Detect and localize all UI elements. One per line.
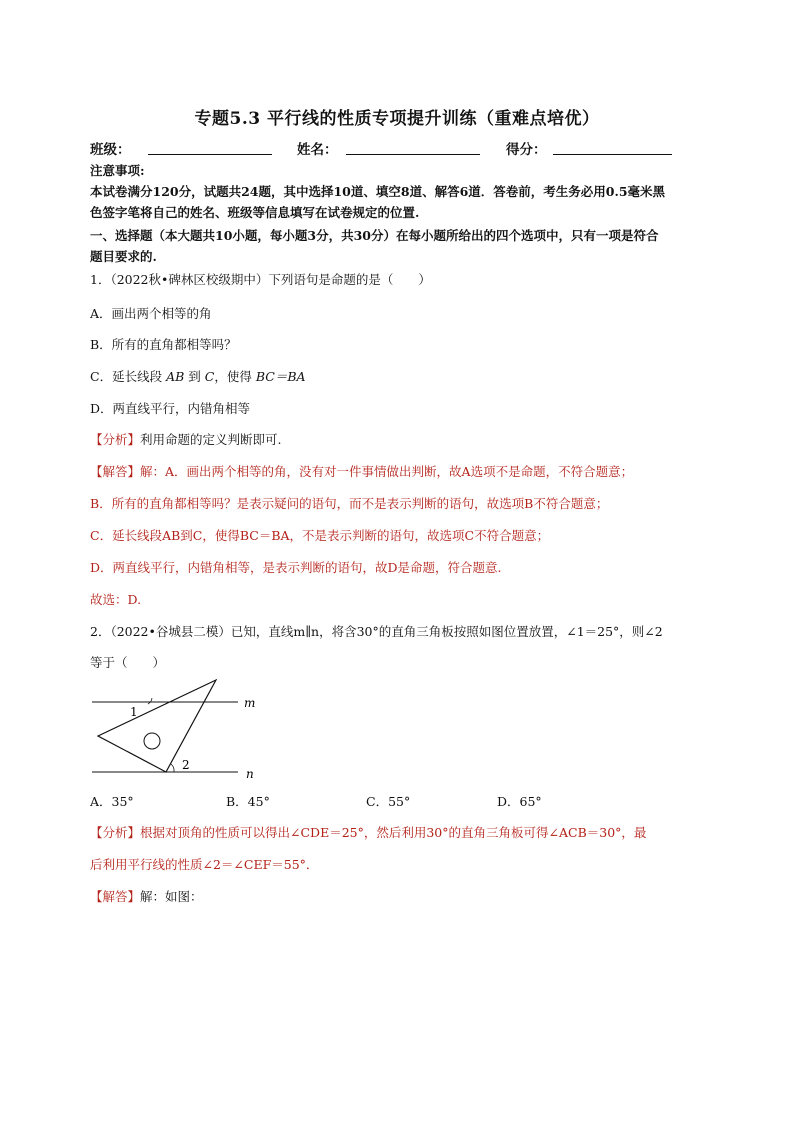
- notes-heading: 注意事项:: [90, 163, 145, 178]
- triangle-ruler: [98, 680, 216, 772]
- section-heading: 一、选择题（本大题共10小题，每小题3分，共30分）在每小题所给出的四个选项中，只有一项是符合: [90, 228, 659, 243]
- q1-stem: 1．（2022秋•碑林区校级期中）下列语句是命题的是（ ）: [90, 272, 431, 287]
- class-label: 班级：: [90, 142, 131, 158]
- q1-option-c-segment: AB: [166, 369, 185, 384]
- q1-answer-d: D．两直线平行，内错角相等，是表示判断的语句，故D是命题，符合题意.: [90, 560, 502, 575]
- q2-answer: [90, 888, 730, 906]
- q1-option-c-point: C: [204, 369, 215, 384]
- notes: [90, 160, 725, 267]
- analysis-tag: 【分析】: [90, 432, 141, 447]
- q1-answer-b: B．所有的直角都相等吗？是表示疑问的语句，而不是表示判断的语句，故选项B不符合题意；: [90, 496, 609, 511]
- q2-option-c: C．55°: [366, 794, 411, 809]
- q1-option-b: B．所有的直角都相等吗？: [90, 337, 237, 352]
- q2-analysis-line1: [90, 824, 730, 842]
- angle-2-arc: [171, 764, 174, 772]
- q1-choice: 故选：D.: [90, 592, 142, 607]
- line-m-label: m: [244, 696, 256, 710]
- q1-option-d: D．两直线平行，内错角相等: [90, 401, 251, 416]
- notes-line: 色签字笔将自己的姓名、班级等信息填写在试卷规定的位置.: [90, 205, 420, 220]
- angle-1-label: 1: [130, 705, 138, 719]
- q1-analysis: [90, 431, 730, 449]
- angle-1-arc: [148, 698, 152, 704]
- notes-line: 本试卷满分120分，试题共24题，其中选择10道、填空8道、解答6道．答卷前，考生务必用0.5毫米黑: [90, 184, 666, 199]
- score-label: 得分：: [506, 142, 547, 158]
- section-heading: 题目要求的.: [90, 249, 157, 264]
- analysis-tag: 【分析】: [90, 825, 141, 840]
- name-blank[interactable]: [346, 154, 480, 155]
- analysis-text: 利用命题的定义判断即可.: [140, 432, 282, 447]
- q1-answer-a: [90, 463, 730, 481]
- q2-option-d: D．65°: [497, 794, 542, 809]
- q2-option-b: B．45°: [226, 794, 270, 809]
- answer-tag: 【解答】: [90, 464, 141, 479]
- q1-option-c-text: 到: [188, 369, 201, 384]
- q2-options: [90, 792, 650, 810]
- q2-stem-line2: 等于（ ）: [90, 655, 166, 670]
- answer-text: 解：A．画出两个相等的角，没有对一件事情做出判断，故A选项不是命题，不符合题意；: [140, 464, 634, 479]
- q1-option-c-equation: BC＝BA: [255, 369, 306, 384]
- q2-option-a: A．35°: [90, 794, 134, 809]
- angle-2-label: 2: [182, 758, 190, 772]
- q1-option-c: [90, 367, 306, 385]
- answer-tag: 【解答】: [90, 889, 141, 904]
- student-info-row: [90, 138, 710, 158]
- q2-figure: [86, 672, 266, 792]
- name-label: 姓名：: [297, 142, 338, 158]
- q1-answer-c: C．延长线段AB到C，使得BC＝BA，不是表示判断的语句，故选项C不符合题意；: [90, 528, 550, 543]
- q2-stem-line1: 2．（2022•谷城县二模）已知，直线m∥n，将含30°的直角三角板按照如图位置放置，∠1＝25°，则∠2: [90, 624, 663, 639]
- page-title: 专题5.3 平行线的性质专项提升训练（重难点培优）: [194, 109, 600, 129]
- q1-option-c-text: C．延长线段: [90, 369, 163, 384]
- class-blank[interactable]: [148, 154, 272, 155]
- line-n-label: n: [246, 767, 254, 781]
- analysis-text: 根据对顶角的性质可以得出∠CDE＝25°，然后利用30°的直角三角板可得∠ACB＝30°，最: [140, 825, 647, 840]
- ruler-hole: [144, 733, 160, 749]
- q1-option-c-text: ，使得: [214, 369, 252, 384]
- score-blank[interactable]: [553, 154, 672, 155]
- q2-analysis-line2: 后利用平行线的性质∠2＝∠CEF＝55°．: [90, 857, 319, 872]
- q1-option-a: A．画出两个相等的角: [90, 306, 212, 321]
- answer-text: 解：如图：: [140, 889, 203, 904]
